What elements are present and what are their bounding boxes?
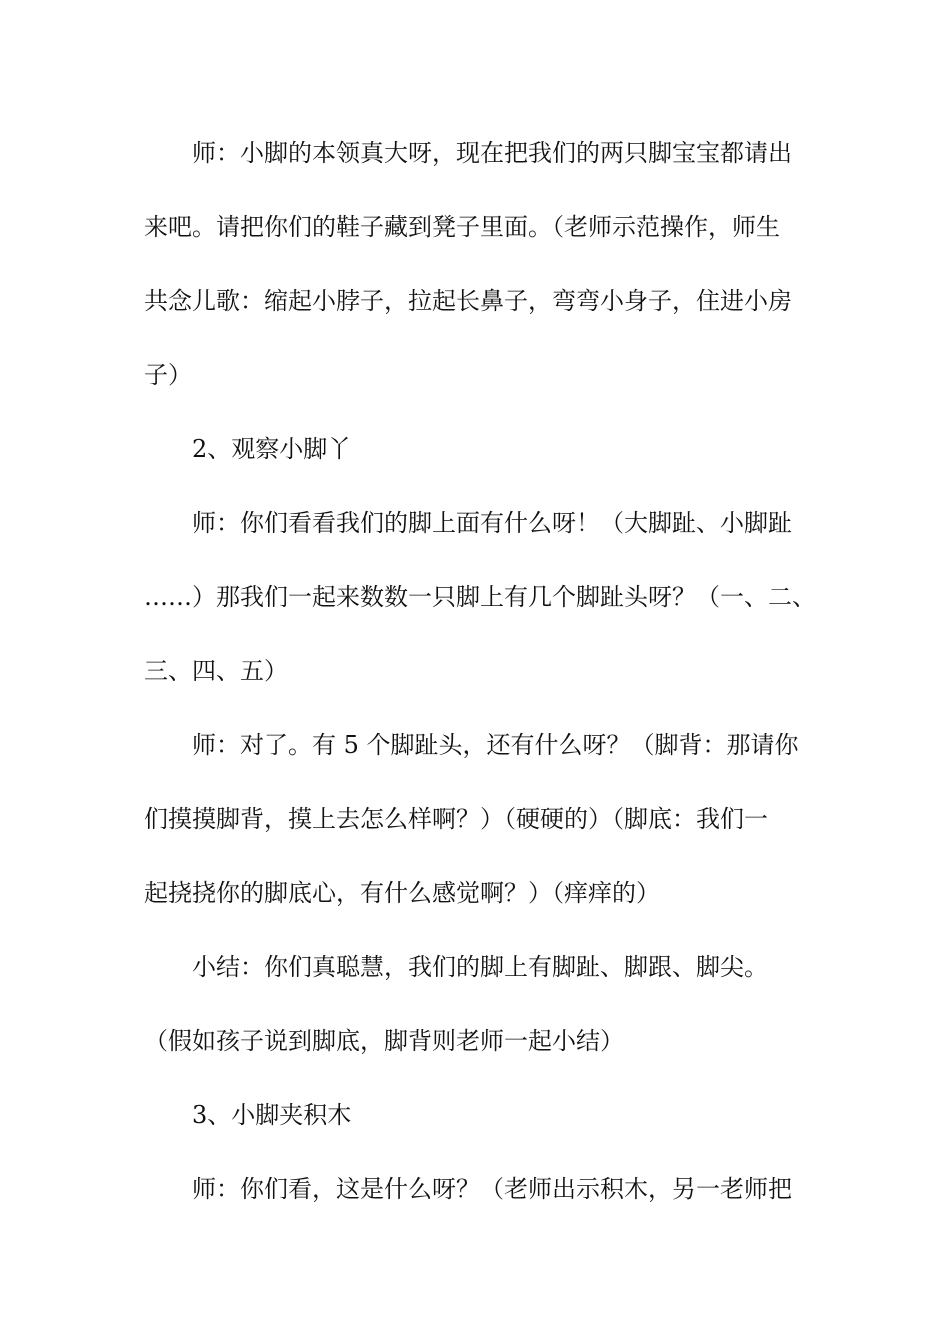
paragraph-line-11: 起挠挠你的脚底心，有什么感觉啊？）（痒痒的） bbox=[144, 879, 660, 907]
summary-line-1: 小结：你们真聪慧，我们的脚上有脚趾、脚跟、脚尖。 bbox=[192, 953, 768, 981]
paragraph-line-1: 师：小脚的本领真大呀，现在把我们的两只脚宝宝都请出 bbox=[192, 139, 792, 167]
paragraph-line-6: 师：你们看看我们的脚上面有什么呀！（大脚趾、小脚趾 bbox=[192, 509, 792, 537]
paragraph-line-9: 师：对了。有 5 个脚趾头，还有什么呀？（脚背：那请你 bbox=[192, 731, 799, 759]
paragraph-line-2: 来吧。请把你们的鞋子藏到凳子里面。（老师示范操作，师生 bbox=[144, 213, 780, 241]
section-heading-2: 2、观察小脚丫 bbox=[192, 435, 352, 463]
section-heading-3: 3、小脚夹积木 bbox=[192, 1101, 352, 1129]
summary-line-2: （假如孩子说到脚底，脚背则老师一起小结） bbox=[144, 1027, 624, 1055]
paragraph-line-3: 共念儿歌：缩起小脖子，拉起长鼻子，弯弯小身子，住进小房 bbox=[144, 287, 792, 315]
paragraph-line-4: 子） bbox=[144, 361, 192, 389]
paragraph-line-10: 们摸摸脚背，摸上去怎么样啊？）（硬硬的）（脚底：我们一 bbox=[144, 805, 768, 833]
paragraph-line-7: ……）那我们一起来数数一只脚上有几个脚趾头呀？（一、二、 bbox=[144, 583, 816, 611]
paragraph-line-15: 师：你们看，这是什么呀？（老师出示积木，另一老师把 bbox=[192, 1175, 792, 1203]
paragraph-line-8: 三、四、五） bbox=[144, 657, 288, 685]
